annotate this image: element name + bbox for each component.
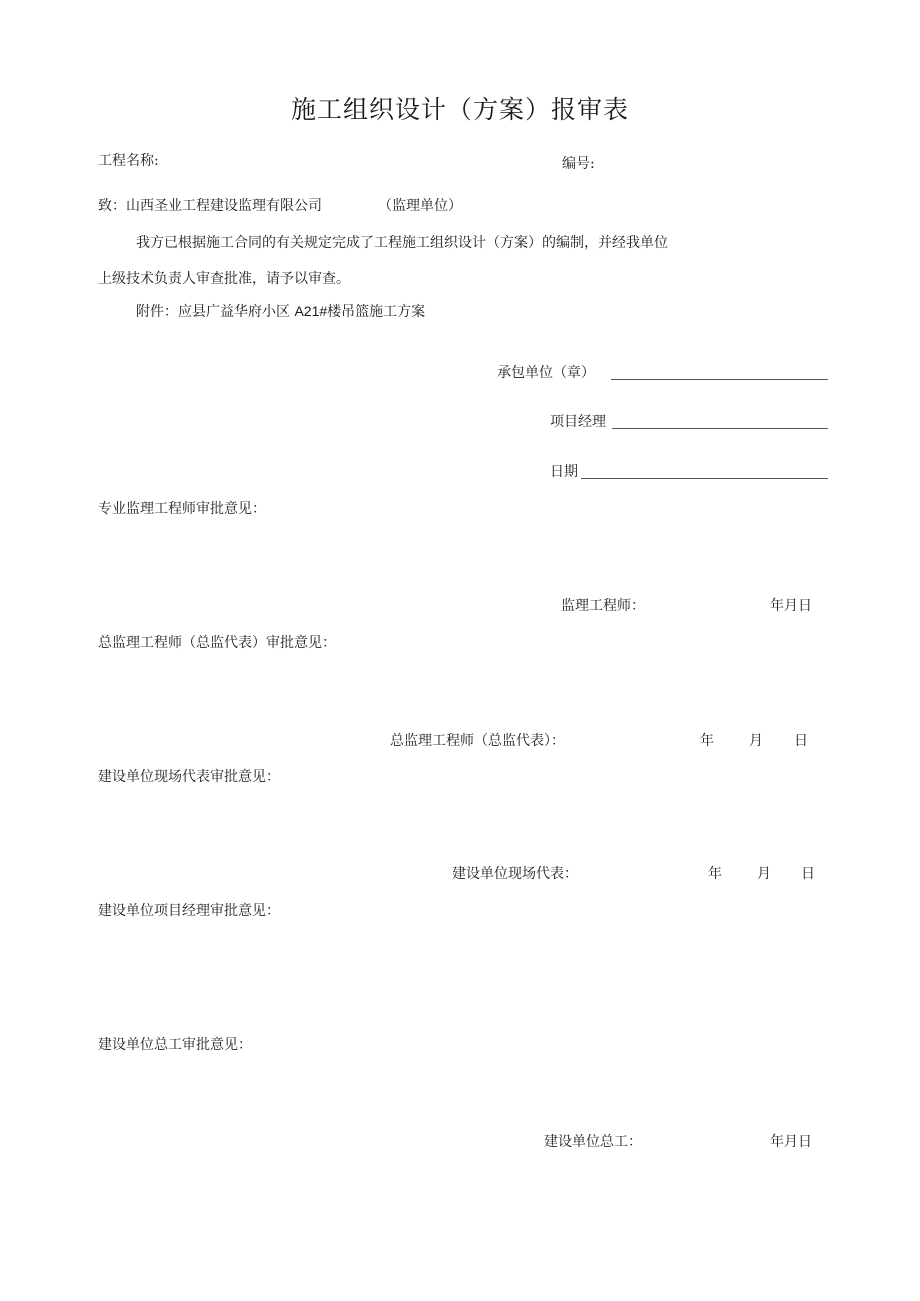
contractor-date-label: 日期 bbox=[550, 464, 578, 480]
owner-pm-opinion-label: 建设单位项目经理审批意见： bbox=[98, 903, 280, 919]
owner-chief-sign-label: 建设单位总工： bbox=[544, 1134, 642, 1150]
owner-site-rep-year: 年 bbox=[708, 866, 722, 882]
professional-engineer-sign-label: 监理工程师： bbox=[561, 598, 645, 614]
owner-site-rep-month: 月 bbox=[757, 866, 771, 882]
body-line-2: 上级技术负责人审查批准，请予以审查。 bbox=[98, 271, 350, 287]
number-label: 编号: bbox=[562, 156, 595, 172]
chief-engineer-year: 年 bbox=[700, 733, 714, 749]
owner-chief-opinion-label: 建设单位总工审批意见： bbox=[98, 1037, 252, 1053]
project-manager-label: 项目经理 bbox=[550, 414, 606, 430]
attachment-code: A21# bbox=[294, 303, 328, 319]
professional-engineer-date: 年月日 bbox=[770, 598, 812, 614]
attachment-suffix: 楼吊篮施工方案 bbox=[327, 304, 426, 320]
owner-chief-date: 年月日 bbox=[770, 1134, 812, 1150]
document-title: 施工组织设计（方案）报审表 bbox=[290, 95, 629, 124]
owner-site-rep-sign-label: 建设单位现场代表： bbox=[452, 866, 578, 882]
project-name-label: 工程名称: bbox=[98, 153, 159, 169]
addressee-role: （监理单位） bbox=[378, 198, 462, 214]
body-line-1: 我方已根据施工合同的有关规定完成了工程施工组织设计（方案）的编制，并经我单位 bbox=[136, 235, 668, 251]
addressee-prefix: 致： bbox=[98, 198, 126, 214]
contractor-unit-line bbox=[611, 379, 828, 380]
owner-site-rep-opinion-label: 建设单位现场代表审批意见： bbox=[98, 769, 280, 785]
contractor-date-line bbox=[581, 478, 828, 479]
chief-engineer-month: 月 bbox=[749, 733, 763, 749]
attachment-line bbox=[136, 302, 425, 321]
addressee-company: 山西圣业工程建设监理有限公司 bbox=[126, 198, 322, 214]
chief-engineer-opinion-label: 总监理工程师（总监代表）审批意见： bbox=[98, 635, 336, 651]
owner-site-rep-day: 日 bbox=[801, 866, 815, 882]
project-manager-line bbox=[612, 428, 828, 429]
chief-engineer-day: 日 bbox=[794, 733, 808, 749]
attachment-prefix: 附件：应县广益华府小区 bbox=[136, 304, 295, 320]
professional-engineer-opinion-label: 专业监理工程师审批意见： bbox=[98, 501, 266, 517]
contractor-unit-label: 承包单位（章） bbox=[497, 365, 595, 381]
chief-engineer-sign-label: 总监理工程师（总监代表）： bbox=[390, 733, 565, 749]
